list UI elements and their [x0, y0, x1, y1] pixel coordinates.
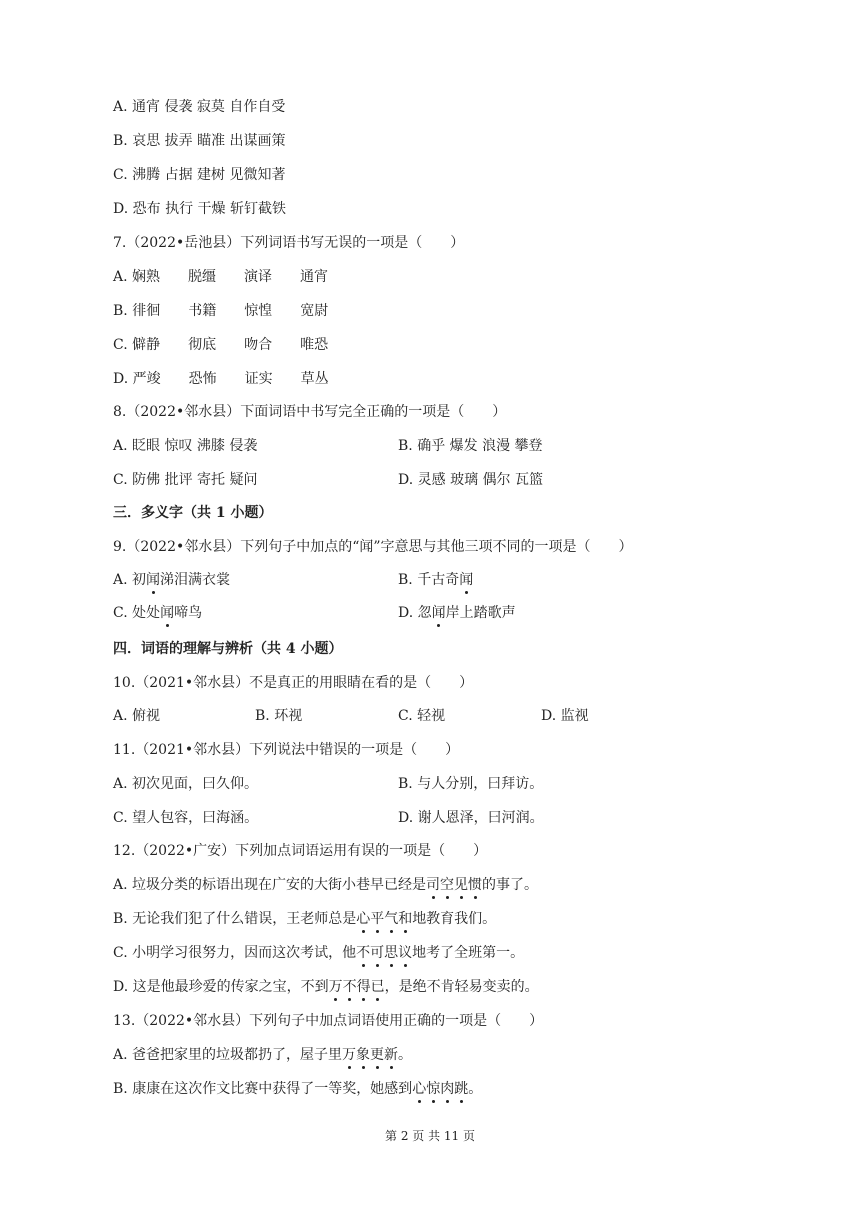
dotted-char: 跳 — [454, 1081, 469, 1097]
q11-option-c: C. 望人包容，曰海涵。 — [113, 810, 259, 826]
q10-option-b: B. 环视 — [255, 708, 303, 724]
q11-option-d: D. 谢人恩泽，曰河润。 — [398, 810, 544, 826]
q13-option-b: B. 康康在这次作文比赛中获得了一等奖，她感到心惊肉跳。 — [113, 1081, 483, 1097]
q9-option-b: B. 千古奇闻 — [398, 572, 474, 588]
dotted-char: 肉 — [440, 1081, 455, 1097]
q9-option-d: D. 忽闻岸上踏歌声 — [398, 605, 516, 621]
dotted-char: 闻 — [459, 572, 474, 588]
q6-option-b: B. 哀思 拔弄 瞄准 出谋画策 — [113, 133, 286, 149]
q13-stem: 13.（2022•邻水县）下列句子中加点词语使用正确的一项是（ ） — [113, 1013, 544, 1029]
section-heading-4: 四．词语的理解与辨析（共 4 小题） — [113, 641, 343, 657]
dotted-char: 得 — [356, 979, 371, 995]
q8-option-a: A. 眨眼 惊叹 沸膝 侵袭 — [113, 438, 258, 454]
q6-option-d: D. 恐布 执行 干燥 斩钉截铁 — [113, 201, 286, 217]
q12-option-b: B. 无论我们犯了什么错误，王老师总是心平气和地教育我们。 — [113, 911, 497, 927]
dotted-char: 司 — [426, 877, 441, 893]
q7-stem: 7.（2022•岳池县）下列词语书写无误的一项是（ ） — [113, 235, 465, 251]
dotted-char: 新 — [384, 1047, 399, 1063]
q12-stem: 12.（2022•广安）下列加点词语运用有误的一项是（ ） — [113, 843, 488, 859]
dotted-char: 闻 — [431, 605, 446, 621]
dotted-char: 已 — [370, 979, 385, 995]
q9-stem: 9.（2022•邻水县）下列句子中加点的“闻”字意思与其他三项不同的一项是（ ） — [113, 539, 633, 555]
q12-option-a: A. 垃圾分类的标语出现在广安的大街小巷早已经是司空见惯的事了。 — [113, 877, 539, 893]
q11-option-a: A. 初次见面，曰久仰。 — [113, 776, 259, 792]
dotted-char: 可 — [370, 945, 385, 961]
page-number: 第 2 页 共 11 页 — [385, 1129, 475, 1143]
dotted-char: 闻 — [146, 572, 161, 588]
q12-option-d: D. 这是他最珍爱的传家之宝，不到万不得已，是绝不肯轻易变卖的。 — [113, 979, 539, 995]
q6-option-c: C. 沸腾 占据 建树 见微知著 — [113, 167, 286, 183]
dotted-phrase — [329, 979, 385, 995]
q11-option-b: B. 与人分别，曰拜访。 — [398, 776, 544, 792]
q8-stem: 8.（2022•邻水县）下面词语中书写完全正确的一项是（ ） — [113, 404, 507, 420]
dotted-char: 平 — [370, 911, 385, 927]
dotted-char: 万 — [342, 1047, 357, 1063]
dotted-char: 闻 — [160, 605, 175, 621]
q11-stem: 11.（2021•邻水县）下列说法中错误的一项是（ ） — [113, 742, 460, 758]
dotted-char: 惊 — [426, 1081, 441, 1097]
q12-option-c: C. 小明学习很努力，因而这次考试，他不可思议地考了全班第一。 — [113, 945, 525, 961]
q7-option-b: B. 徘徊 书籍 惊惶 宽尉 — [113, 303, 329, 319]
dotted-char: 见 — [454, 877, 469, 893]
dotted-char: 不 — [342, 979, 357, 995]
dotted-char: 议 — [398, 945, 413, 961]
q7-option-c: C. 僻静 彻底 吻合 唯恐 — [113, 337, 329, 353]
dotted-char: 气 — [384, 911, 399, 927]
dotted-char: 思 — [384, 945, 399, 961]
q8-option-b: B. 确乎 爆发 浪漫 攀登 — [398, 438, 543, 454]
dotted-char: 惯 — [468, 877, 483, 893]
q13-option-a: A. 爸爸把家里的垃圾都扔了，屋子里万象更新。 — [113, 1047, 413, 1063]
q8-option-c: C. 防佛 批评 寄托 疑问 — [113, 472, 258, 488]
dotted-char: 象 — [356, 1047, 371, 1063]
q7-option-d: D. 严竣 恐怖 证实 草丛 — [113, 371, 329, 387]
q10-option-d: D. 监视 — [541, 708, 589, 724]
q10-stem: 10.（2021•邻水县）不是真正的用眼睛在看的是（ ） — [113, 675, 474, 691]
dotted-phrase — [342, 1047, 398, 1063]
dotted-char: 不 — [356, 945, 371, 961]
dotted-phrase — [412, 1081, 468, 1097]
dotted-phrase — [426, 877, 482, 893]
dotted-phrase — [356, 911, 412, 927]
dotted-char: 万 — [328, 979, 343, 995]
section-heading-3: 三．多义字（共 1 小题） — [113, 505, 273, 521]
q9-option-c: C. 处处闻啼鸟 — [113, 605, 203, 621]
dotted-char: 心 — [412, 1081, 427, 1097]
q6-option-a: A. 通宵 侵袭 寂莫 自作自受 — [113, 99, 286, 115]
dotted-char: 更 — [370, 1047, 385, 1063]
q8-option-d: D. 灵感 玻璃 偶尔 瓦篮 — [398, 472, 543, 488]
q10-option-a: A. 俯视 — [113, 708, 161, 724]
dotted-char: 和 — [398, 911, 413, 927]
dotted-phrase — [356, 945, 412, 961]
q7-option-a: A. 娴熟 脱缰 演译 通宵 — [113, 269, 329, 285]
dotted-char: 心 — [356, 911, 371, 927]
q10-option-c: C. 轻视 — [398, 708, 446, 724]
dotted-char: 空 — [440, 877, 455, 893]
q9-option-a: A. 初闻涕泪满衣裳 — [113, 572, 231, 588]
